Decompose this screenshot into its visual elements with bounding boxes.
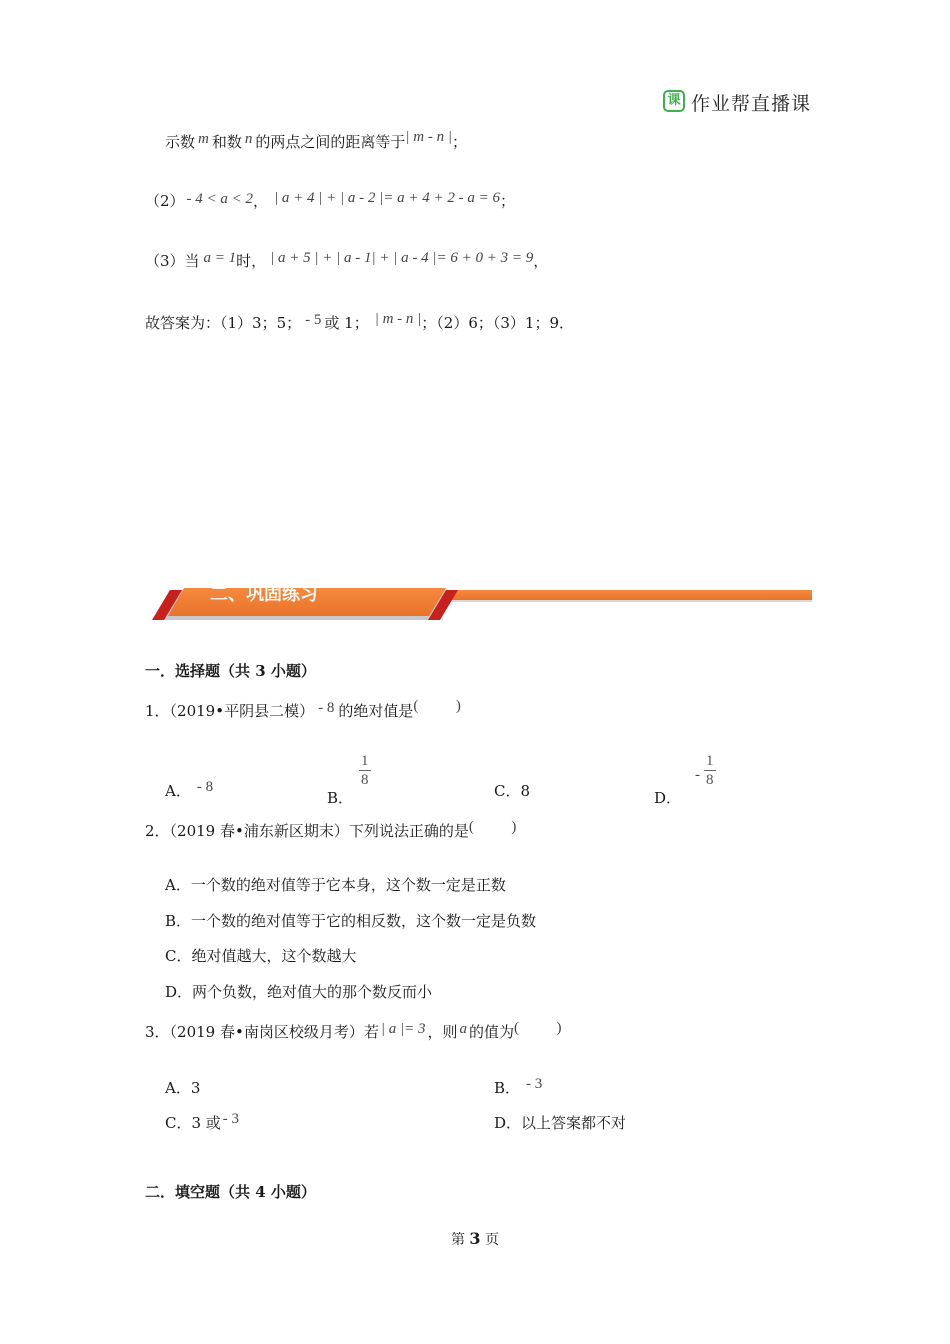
q2-option-c[interactable]: C．绝对值越大，这个数越大 xyxy=(165,947,357,965)
question-2 xyxy=(145,820,516,841)
line3-mid: 时， xyxy=(236,252,267,270)
answer-prefix: 故答案为：（1）3；5； xyxy=(145,314,302,332)
banner-stripe xyxy=(450,590,812,600)
q2-paren: ( ) xyxy=(468,819,517,835)
footer-suffix: 页 xyxy=(485,1232,500,1248)
q1-expr: - 8 xyxy=(318,700,335,716)
q3-source: （2019 春•南岗区校级月考） xyxy=(169,1023,364,1041)
logo-text: 作业帮直播课 xyxy=(691,93,812,115)
q3-var-a: a xyxy=(459,1021,467,1037)
line1-mid: 和数 xyxy=(211,133,242,151)
answer-neg5: - 5 xyxy=(305,312,322,328)
q1-a-label: A． xyxy=(165,782,191,800)
question-1 xyxy=(145,700,461,721)
q1-b-numerator: 1 xyxy=(361,753,369,769)
page-number: 3 xyxy=(469,1229,481,1248)
line2-end: ； xyxy=(500,192,516,210)
line1-prefix: 示数 xyxy=(165,133,196,151)
q3-stem-2: ，则 xyxy=(427,1023,458,1041)
q1-option-c[interactable] xyxy=(494,780,530,801)
q3-b-label: B． xyxy=(494,1079,521,1097)
line3-end: ， xyxy=(533,252,549,270)
line3-label: （3）当 xyxy=(145,252,200,270)
line3-condition: a = 1 xyxy=(203,250,237,266)
q1-c-label: C． xyxy=(494,782,521,800)
answer-abs-expr: | m - n | xyxy=(374,311,422,327)
q1-d-sign: - xyxy=(695,766,701,783)
solution-line-1 xyxy=(165,131,467,152)
q1-d-fraction xyxy=(704,752,716,789)
line1-suffix: 的两点之间的距离等于 xyxy=(255,133,406,151)
line1-end: ； xyxy=(451,133,467,151)
q2-option-b[interactable]: B．一个数的绝对值等于它的相反数，这个数一定是负数 xyxy=(165,912,537,930)
q1-option-b[interactable] xyxy=(327,752,369,807)
section-banner xyxy=(150,586,814,626)
q1-d-denominator: 8 xyxy=(706,772,714,788)
line2-expression: | a + 4 | + | a - 2 |= a + 4 + 2 - a = 6 xyxy=(274,190,501,206)
solution-line-3 xyxy=(145,250,548,271)
page-footer xyxy=(0,1229,950,1249)
answer-or1: 或 1； xyxy=(324,314,369,332)
q1-stem: 的绝对值是 xyxy=(338,702,414,720)
q3-option-d[interactable]: D．以上答案都不对 xyxy=(494,1114,627,1132)
q1-a-value: - 8 xyxy=(196,779,214,795)
q1-c-value: 8 xyxy=(520,782,531,800)
answer-rest: ；（2）6；（3）1；9． xyxy=(421,314,574,332)
section1-heading: 一．选择题（共 3 小题） xyxy=(145,662,316,680)
section2-heading: 二．填空题（共 4 小题） xyxy=(145,1183,316,1201)
q3-option-b[interactable] xyxy=(494,1077,542,1098)
q3-b-value: - 3 xyxy=(526,1076,543,1092)
q1-option-d[interactable] xyxy=(654,752,714,807)
q1-d-numerator: 1 xyxy=(706,753,714,769)
line2-comma: ， xyxy=(253,192,269,210)
q1-option-a[interactable] xyxy=(165,780,213,801)
solution-line-2 xyxy=(145,190,515,211)
q3-c-value: - 3 xyxy=(222,1111,240,1127)
q2-stem: 下列说法正确的是 xyxy=(348,822,469,840)
q2-number: 2． xyxy=(145,822,170,840)
q3-stem-3: 的值为 xyxy=(469,1023,515,1041)
q1-b-label: B． xyxy=(327,788,354,807)
line2-label: （2） xyxy=(145,192,185,210)
q3-option-c[interactable] xyxy=(165,1112,239,1133)
q2-option-a[interactable]: A．一个数的绝对值等于它本身，这个数一定是正数 xyxy=(165,876,506,894)
logo-icon: 课 xyxy=(663,90,685,112)
banner-title: 二、巩固练习 xyxy=(210,584,318,605)
q1-d-label: D． xyxy=(654,788,682,807)
q2-source: （2019 春•浦东新区期末） xyxy=(169,822,349,840)
q1-b-fraction xyxy=(359,752,371,789)
q1-b-denominator: 8 xyxy=(361,772,369,788)
q1-source: （2019•平阴县二模） xyxy=(169,702,315,720)
footer-prefix: 第 xyxy=(450,1232,465,1248)
q3-c-text: C．3 或 xyxy=(165,1114,221,1132)
q3-number: 3． xyxy=(145,1023,170,1041)
var-n: n xyxy=(244,131,253,147)
q2-option-d[interactable]: D．两个负数，绝对值大的那个数反而小 xyxy=(165,983,433,1001)
question-3 xyxy=(145,1021,562,1042)
q3-paren: ( ) xyxy=(514,1020,562,1036)
var-m: m xyxy=(198,131,209,147)
line2-condition: - 4 < a < 2 xyxy=(186,191,254,207)
q1-number: 1． xyxy=(145,702,170,720)
q3-condition: | a |= 3 xyxy=(380,1021,426,1037)
answer-line xyxy=(145,312,574,333)
line3-expression: | a + 5 | + | a - 1| + | a - 4 |= 6 + 0 + 3 = 9 xyxy=(270,250,534,266)
q1-paren: ( ) xyxy=(413,698,461,714)
abs-m-minus-n: | m - n | xyxy=(405,129,452,145)
q3-option-a[interactable]: A．3 xyxy=(165,1079,201,1097)
q3-stem-1: 若 xyxy=(363,1023,379,1041)
